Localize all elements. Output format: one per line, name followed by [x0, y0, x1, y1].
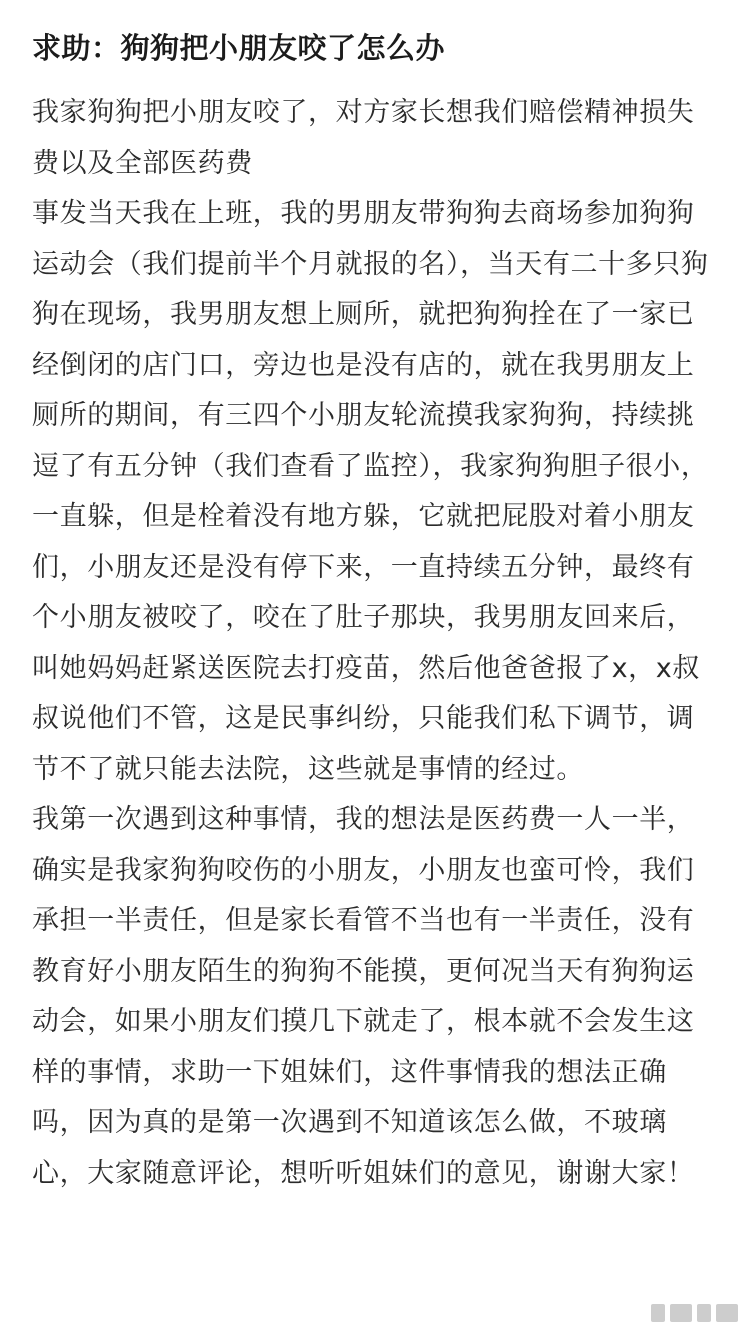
post-body: [32, 88, 720, 1199]
blurred-watermark-icon: [647, 1301, 742, 1325]
watermark-block-icon: [651, 1304, 665, 1322]
watermark-block-icon: [697, 1304, 711, 1322]
post-title: 求助：狗狗把小朋友咬了怎么办: [32, 31, 446, 65]
post-paragraph-opinion: 我第一次遇到这种事情，我的想法是医药费一人一半，确实是我家狗狗咬伤的小朋友，小朋友也蛮可怜，我们承担一半责任，但是家长看管不当也有一半责任，没有教育好小朋友陌生的狗狗不能摸，更何况当天有狗狗运动会，如果小朋友们摸几下就走了，根本就不会发生这样的事情，求助一下姐妹们，这件事情我的想法正确吗，因为真的是第一次遇到不知道该怎么做，不玻璃心，大家随意评论，想听听姐妹们的意见，谢谢大家！: [32, 804, 695, 1189]
watermark-block-icon: [670, 1304, 692, 1322]
post-paragraph-intro: 我家狗狗把小朋友咬了，对方家长想我们赔偿精神损失费以及全部医药费: [32, 97, 695, 179]
post-paragraph-incident: 事发当天我在上班，我的男朋友带狗狗去商场参加狗狗运动会（我们提前半个月就报的名），当天有二十多只狗狗在现场，我男朋友想上厕所，就把狗狗拴在了一家已经倒闭的店门口，旁边也是没有店的，就在我男朋友上厕所的期间，有三四个小朋友轮流摸我家狗狗，持续挑逗了有五分钟（我们查看了监控），我家狗狗胆子很小，一直躲，但是栓着没有地方躲，它就把屁股对着小朋友们，小朋友还是没有停下来，一直持续五分钟，最终有个小朋友被咬了，咬在了肚子那块，我男朋友回来后，叫她妈妈赶紧送医院去打疫苗，然后他爸爸报了x，x叔叔说他们不管，这是民事纠纷，只能我们私下调节，调节不了就只能去法院，这些就是事情的经过。: [32, 198, 709, 785]
watermark-block-icon: [716, 1304, 738, 1322]
